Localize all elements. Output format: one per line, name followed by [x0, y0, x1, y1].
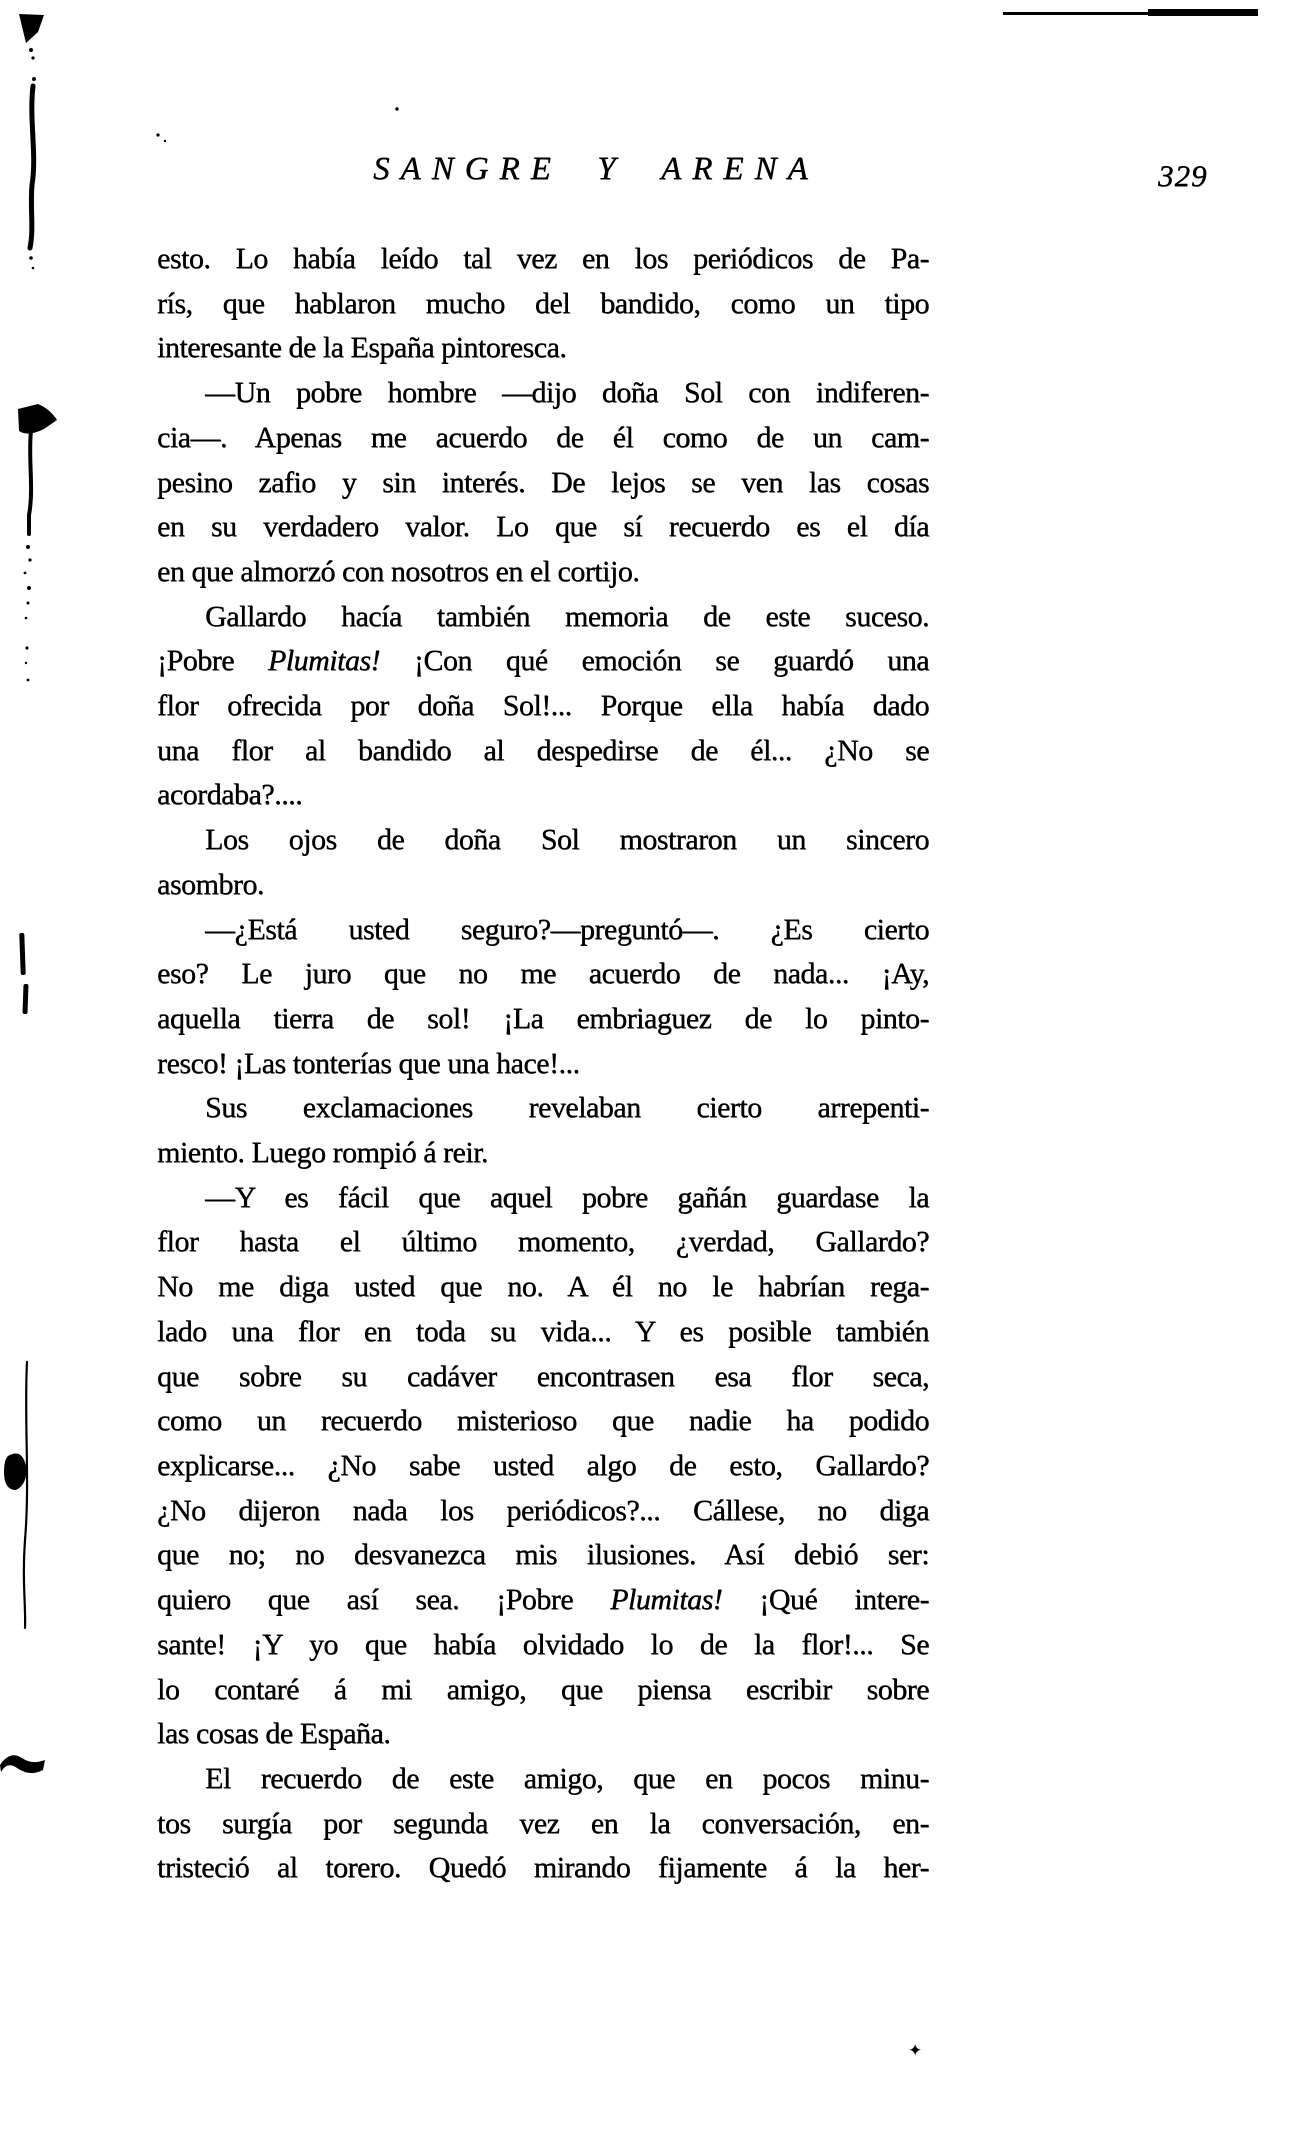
text-line [157, 371, 929, 416]
text-segment: esto. Lo había leído tal vez en los periódicos de Pa- [157, 242, 929, 275]
text-line [157, 1489, 929, 1534]
text-line [157, 237, 929, 282]
page-number: 329 [1158, 158, 1208, 193]
header-rule-thin [1003, 12, 1155, 15]
text-line [157, 1310, 929, 1355]
text-segment: que sobre su cadáver encontrasen esa flor seca, [157, 1359, 929, 1393]
text-line [157, 1578, 929, 1623]
text-segment: como un recuerdo misterioso que nadie ha podido [157, 1404, 929, 1438]
text-segment: tos surgía por segunda vez en la conversación, en- [157, 1806, 929, 1840]
text-segment: ¡Pobre [157, 644, 268, 678]
text-line [157, 1355, 929, 1400]
text-segment: quiero que así sea. ¡Pobre [157, 1583, 611, 1617]
text-line [157, 461, 929, 506]
text-line [157, 908, 929, 953]
text-line [157, 1265, 929, 1310]
text-segment: —Y es fácil que aquel pobre gañán guardase la [205, 1180, 929, 1214]
italic-text-segment: Plumitas! [267, 644, 381, 678]
text-segment: miento. Luego rompió á reir. [157, 1136, 488, 1170]
text-segment: acordaba?.... [157, 778, 303, 812]
text-line [157, 326, 929, 371]
text-line [157, 1220, 929, 1265]
text-segment: explicarse... ¿No sabe usted algo de esto, Gallardo? [157, 1448, 929, 1482]
text-segment: cia—. Apenas me acuerdo de él como de un cam- [157, 420, 929, 454]
text-line [157, 1757, 929, 1802]
text-line [157, 997, 929, 1042]
text-line [157, 952, 929, 997]
text-line [157, 1668, 929, 1713]
page-body [157, 237, 929, 1891]
text-line [157, 684, 929, 729]
text-segment: ¡Qué intere- [722, 1583, 929, 1617]
text-segment: flor ofrecida por doña Sol!... Porque ella había dado [157, 689, 929, 723]
text-line [157, 1444, 929, 1489]
text-line [157, 1846, 929, 1891]
text-line [157, 639, 929, 684]
text-segment: asombro. [157, 867, 264, 901]
text-line [157, 1131, 929, 1176]
text-segment: lado una flor en toda su vida... Y es posible también [157, 1314, 929, 1348]
text-segment: rís, que hablaron mucho del bandido, como un tipo [157, 286, 929, 320]
text-segment: —¿Está usted seguro?—preguntó—. ¿Es cierto [205, 912, 929, 946]
text-segment: tristeció al torero. Quedó mirando fijamente á la her- [157, 1851, 929, 1885]
text-line [157, 863, 929, 908]
running-header-title: SANGRE Y ARENA [373, 151, 819, 187]
text-segment: en que almorzó con nosotros en el cortijo. [157, 554, 640, 588]
text-line [157, 1086, 929, 1131]
text-line [157, 595, 929, 640]
text-segment: flor hasta el último momento, ¿verdad, Gallardo? [157, 1225, 929, 1259]
text-line [157, 1176, 929, 1221]
ornament-icon: ✦ [908, 2041, 923, 2060]
text-segment: lo contaré á mi amigo, que piensa escribir sobre [157, 1672, 929, 1706]
scan-mark-bottom-squiggle [0, 1755, 45, 1773]
text-segment: Sus exclamaciones revelaban cierto arrepenti- [205, 1091, 929, 1125]
text-segment: ¿No dijeron nada los periódicos?... Cállese, no diga [157, 1493, 929, 1527]
scan-mark-top-left-wedge [19, 14, 44, 43]
text-line [157, 1712, 929, 1757]
text-line [157, 1802, 929, 1847]
text-segment: resco! ¡Las tonterías que una hace!... [157, 1046, 580, 1080]
text-line [157, 1533, 929, 1578]
text-line [157, 818, 929, 863]
text-segment: las cosas de España. [157, 1717, 391, 1751]
text-line [157, 1042, 929, 1087]
scan-mark-left-blob [18, 404, 57, 434]
text-line [157, 773, 929, 818]
italic-text-segment: Plumitas! [610, 1583, 723, 1617]
text-line [157, 1623, 929, 1668]
text-line [157, 282, 929, 327]
text-segment: El recuerdo de este amigo, que en pocos minu- [205, 1761, 929, 1795]
text-line [157, 1399, 929, 1444]
text-line [157, 416, 929, 461]
text-segment: No me diga usted que no. A él no le habrían rega- [157, 1270, 929, 1304]
text-line [157, 505, 929, 550]
header-rule-thick [1148, 9, 1258, 16]
text-segment: eso? Le juro que no me acuerdo de nada... ¡Ay, [157, 957, 929, 991]
text-segment: en su verdadero valor. Lo que sí recuerdo es el día [157, 510, 929, 544]
text-segment: que no; no desvanezca mis ilusiones. Así debió ser: [157, 1538, 929, 1572]
text-segment: ¡Con qué emoción se guardó una [380, 644, 929, 678]
text-segment: —Un pobre hombre —dijo doña Sol con indiferen- [205, 376, 929, 410]
scan-mark-lower-blob [4, 1454, 26, 1490]
text-segment: una flor al bandido al despedirse de él... ¿No se [157, 733, 929, 767]
text-line [157, 729, 929, 774]
text-segment: aquella tierra de sol! ¡La embriaguez de lo pinto- [157, 1001, 929, 1035]
text-line [157, 550, 929, 595]
text-segment: sante! ¡Y yo que había olvidado lo de la flor!... Se [157, 1627, 929, 1661]
text-segment: interesante de la España pintoresca. [157, 331, 567, 365]
text-segment: Los ojos de doña Sol mostraron un sincero [205, 823, 929, 857]
text-segment: Gallardo hacía también memoria de este suceso. [205, 599, 929, 633]
text-segment: pesino zafio y sin interés. De lejos se ven las cosas [157, 465, 929, 499]
